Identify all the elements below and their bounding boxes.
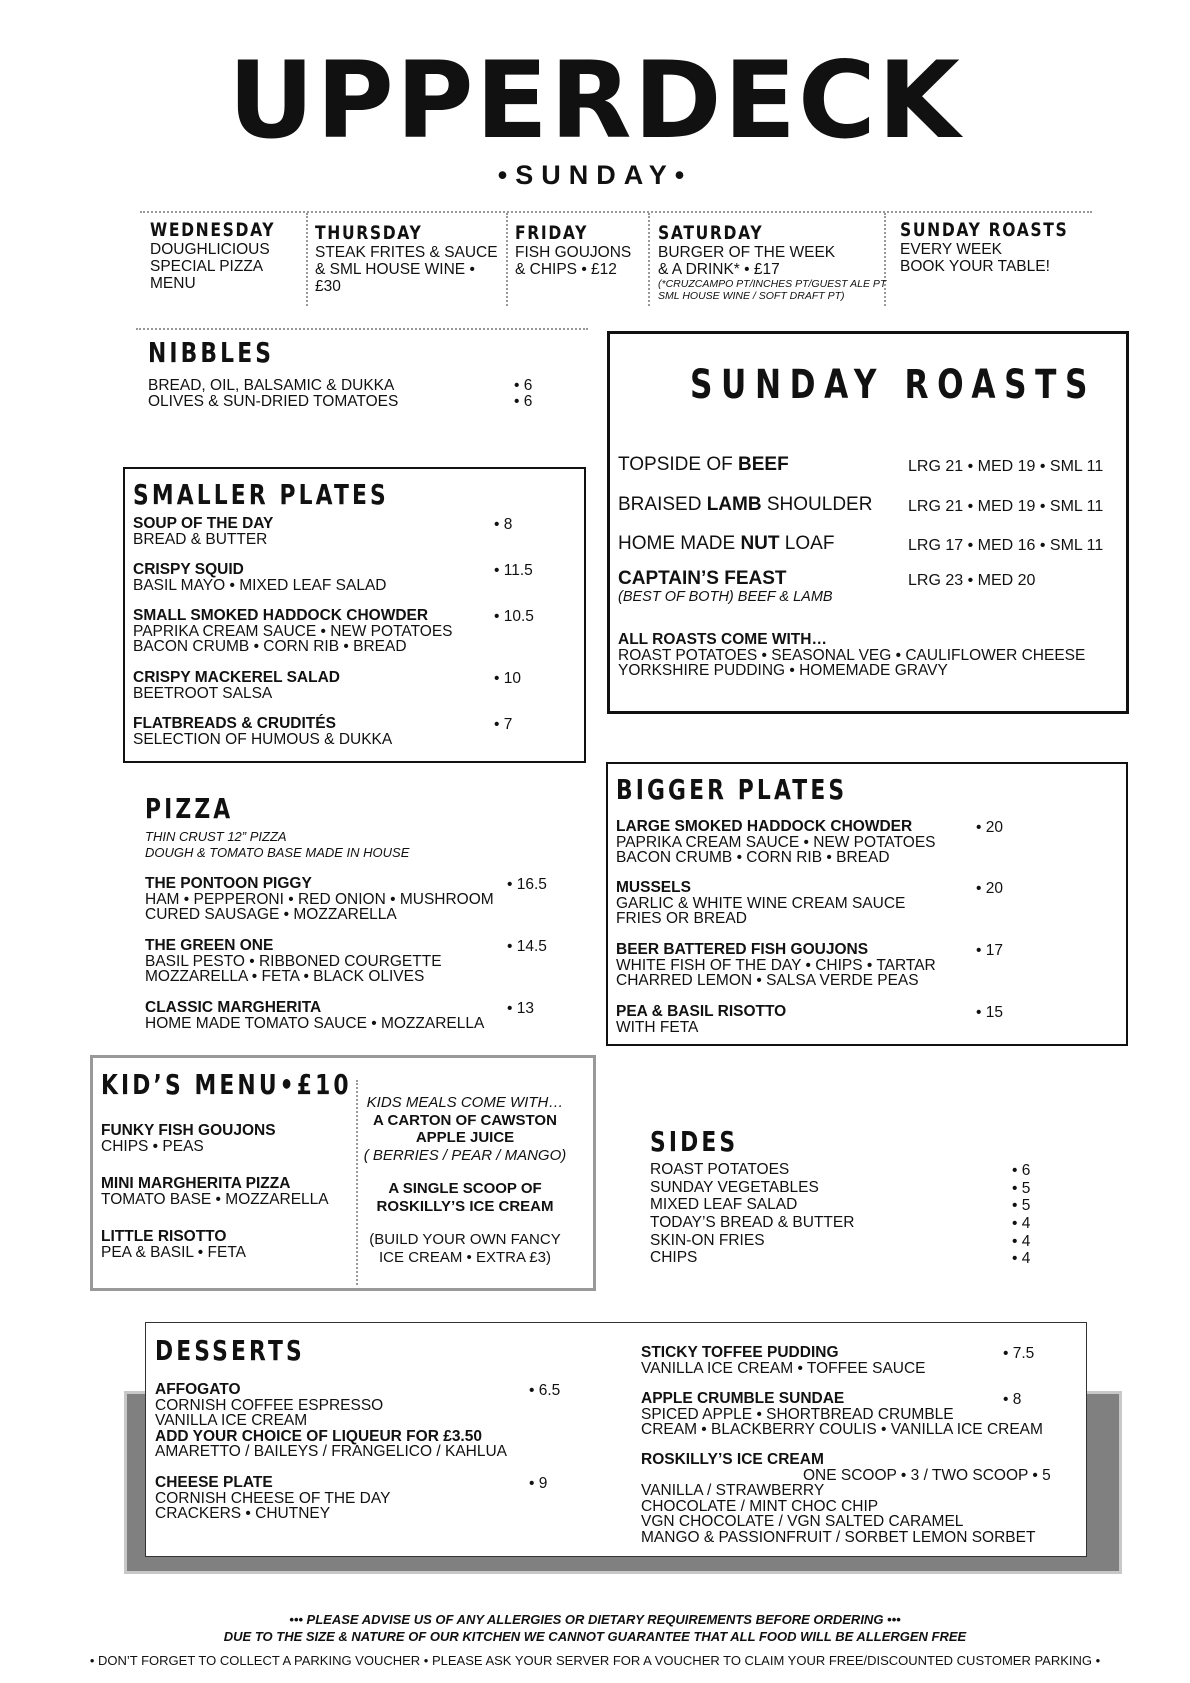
divider: [356, 1080, 358, 1285]
divider: [506, 213, 508, 306]
sides-title: SIDES: [650, 1125, 739, 1158]
item-price: • 7: [494, 716, 513, 733]
item-price: • 4: [1012, 1215, 1031, 1233]
item-price: • 4: [1012, 1250, 1031, 1268]
list-item: CRISPY SQUID BASIL MAYO • MIXED LEAF SALAD • 11.5: [133, 561, 533, 594]
list-item: SOUP OF THE DAY BREAD & BUTTER • 8: [133, 515, 513, 548]
smaller-plates-list: [133, 516, 573, 756]
list-item: LITTLE RISOTTO PEA & BASIL • FETA: [101, 1228, 246, 1261]
item-price: • 7.5: [1003, 1345, 1035, 1362]
list-item: MINI MARGHERITA PIZZA TOMATO BASE • MOZZARELLA: [101, 1175, 329, 1208]
roast-price: LRG 23 • MED 20: [908, 572, 1036, 589]
roast-item: BRAISED LAMB SHOULDER: [618, 494, 873, 515]
list-item: AFFOGATO CORNISH COFFEE ESPRESSO VANILLA ICE CREAM ADD YOUR CHOICE OF LIQUEUR FOR £3.50 AMARETTO / BAILEYS / FRANGELICO / KAHLUA • 6.5: [155, 1381, 561, 1460]
day-saturday: SATURDAY BURGER OF THE WEEK & A DRINK* • £17 (*CRUZCAMPO PT/INCHES PT/GUEST ALE PT SML HOUSE WINE / SOFT DRAFT PT): [658, 222, 887, 302]
desserts-title: DESSERTS: [155, 1334, 305, 1367]
item-price: • 11.5: [494, 562, 533, 579]
day-sunday: SUNDAY ROASTS EVERY WEEK BOOK YOUR TABLE!: [900, 219, 1069, 275]
list-item: BREAD, OIL, BALSAMIC & DUKKA: [148, 377, 395, 394]
item-price: • 9: [529, 1475, 548, 1492]
item-price: • 15: [976, 1004, 1003, 1021]
list-item: TODAY’S BREAD & BUTTER • 4: [650, 1214, 1031, 1233]
sunday-roasts-title: SUNDAY ROASTS: [690, 362, 1097, 408]
day-friday: FRIDAY FISH GOUJONS & CHIPS • £12: [515, 222, 632, 278]
divider: [306, 213, 308, 306]
roast-item: CAPTAIN’S FEAST (BEST OF BOTH) BEEF & LAMB: [618, 568, 833, 605]
allergy-note: ••• PLEASE ADVISE US OF ANY ALLERGIES OR DIETARY REQUIREMENTS BEFORE ORDERING •••: [289, 1612, 901, 1627]
list-item: SUNDAY VEGETABLES • 5: [650, 1178, 1031, 1197]
item-price: • 13: [507, 1000, 534, 1017]
item-price: • 10.5: [494, 608, 534, 625]
kids-note: KIDS MEALS COME WITH… A CARTON OF CAWSTON APPLE JUICE ( BERRIES / PEAR / MANGO) A SINGLE SCOOP OF ROSKILLY’S ICE CREAM (BUILD YOUR OWN FANCY ICE CREAM • EXTRA £3): [363, 1094, 567, 1266]
list-item: CLASSIC MARGHERITA HOME MADE TOMATO SAUCE • MOZZARELLA • 13: [145, 999, 534, 1032]
kids-menu-title: KID’S MENU•£10: [101, 1068, 352, 1101]
roast-price: LRG 21 • MED 19 • SML 11: [908, 458, 1104, 475]
item-price: • 6: [1012, 1162, 1031, 1179]
list-item: PEA & BASIL RISOTTO WITH FETA • 15: [616, 1003, 1003, 1036]
bigger-plates-title: BIGGER PLATES: [616, 773, 848, 806]
allergy-disclaimer: DUE TO THE SIZE & NATURE OF OUR KITCHEN WE CANNOT GUARANTEE THAT ALL FOOD WILL BE ALLERGEN FREE: [223, 1629, 967, 1644]
kids-menu-list: [101, 1123, 329, 1269]
list-item: STICKY TOFFEE PUDDING VANILLA ICE CREAM • TOFFEE SAUCE • 7.5: [641, 1344, 1035, 1377]
list-item: THE PONTOON PIGGY HAM • PEPPERONI • RED ONION • MUSHROOM CURED SAUSAGE • MOZZARELLA • 16.5: [145, 875, 547, 923]
divider: [136, 328, 588, 330]
item-price: • 6.5: [529, 1382, 561, 1399]
item-price: • 6: [514, 377, 533, 394]
pizza-intro: THIN CRUST 12” PIZZA DOUGH & TOMATO BASE MADE IN HOUSE: [145, 829, 410, 860]
list-item: MIXED LEAF SALAD • 5: [650, 1196, 1031, 1215]
day-wednesday: WEDNESDAY DOUGHLICIOUS SPECIAL PIZZA MENU: [150, 219, 276, 292]
item-price: • 8: [494, 516, 513, 533]
item-price: • 10: [494, 670, 521, 687]
pizza-list: [145, 876, 585, 1040]
list-item: THE GREEN ONE BASIL PESTO • RIBBONED COURGETTE MOZZARELLA • FETA • BLACK OLIVES • 14.5: [145, 937, 547, 985]
list-item: LARGE SMOKED HADDOCK CHOWDER PAPRIKA CREAM SAUCE • NEW POTATOES BACON CRUMB • CORN RIB • BREAD • 20: [616, 818, 1003, 866]
nibbles-title: NIBBLES: [148, 336, 275, 369]
item-price: • 16.5: [507, 876, 547, 893]
item-price: • 14.5: [507, 938, 547, 955]
item-price: • 20: [976, 819, 1003, 836]
roast-price: LRG 21 • MED 19 • SML 11: [908, 498, 1104, 515]
list-item: ROSKILLY’S ICE CREAM ONE SCOOP • 3 / TWO SCOOP • 5 VANILLA / STRAWBERRY CHOCOLATE / MINT CHOC CHIP VGN CHOCOLATE / VGN SALTED CARAMEL MANGO & PASSIONFRUIT / SORBET LEMON SORBET: [641, 1451, 1051, 1546]
item-price: • 20: [976, 880, 1003, 897]
list-item: OLIVES & SUN-DRIED TOMATOES: [148, 393, 399, 410]
roasts-come-with: ALL ROASTS COME WITH… ROAST POTATOES • SEASONAL VEG • CAULIFLOWER CHEESE YORKSHIRE PUDDING • HOMEMADE GRAVY: [618, 631, 1086, 679]
list-item: APPLE CRUMBLE SUNDAE SPICED APPLE • SHORTBREAD CRUMBLE CREAM • BLACKBERRY COULIS • VANILLA ICE CREAM • 8: [641, 1390, 1043, 1438]
sides-list: [650, 1162, 1050, 1268]
divider: [648, 213, 650, 306]
menu-subtitle: •SUNDAY•: [497, 160, 693, 190]
list-item: BEER BATTERED FISH GOUJONS WHITE FISH OF THE DAY • CHIPS • TARTAR CHARRED LEMON • SALSA VERDE PEAS • 17: [616, 941, 1003, 989]
list-item: CHEESE PLATE CORNISH CHEESE OF THE DAY CRACKERS • CHUTNEY • 9: [155, 1474, 548, 1522]
bigger-plates-list: [616, 819, 1116, 1044]
item-price: • 4: [1012, 1232, 1031, 1250]
roast-item: HOME MADE NUT LOAF: [618, 533, 835, 554]
item-price: • 17: [976, 942, 1003, 959]
list-item: FUNKY FISH GOUJONS CHIPS • PEAS: [101, 1122, 276, 1155]
list-item: CHIPS • 4: [650, 1249, 1031, 1268]
list-item: SKIN-ON FRIES • 4: [650, 1231, 1031, 1250]
parking-note: • DON’T FORGET TO COLLECT A PARKING VOUCHER • PLEASE ASK YOUR SERVER FOR A VOUCHER TO CLAIM YOUR FREE/DISCOUNTED CUSTOMER PARKING •: [89, 1653, 1101, 1668]
roast-item: TOPSIDE OF BEEF: [618, 454, 789, 475]
pizza-title: PIZZA: [145, 792, 234, 825]
roast-price: LRG 17 • MED 16 • SML 11: [908, 537, 1104, 554]
list-item: FLATBREADS & CRUDITÉS SELECTION OF HUMOUS & DUKKA • 7: [133, 715, 513, 748]
logo: UPPERDECK: [228, 39, 962, 162]
smaller-plates-title: SMALLER PLATES: [133, 478, 389, 511]
day-thursday: THURSDAY STEAK FRITES & SAUCE & SML HOUSE WINE • £30: [315, 222, 498, 295]
item-price: • 5: [1012, 1179, 1031, 1197]
item-price: • 6: [514, 393, 533, 410]
list-item: ROAST POTATOES • 6: [650, 1161, 1031, 1179]
item-price: • 8: [1003, 1391, 1022, 1408]
list-item: MUSSELS GARLIC & WHITE WINE CREAM SAUCE FRIES OR BREAD • 20: [616, 879, 1003, 927]
item-price: • 5: [1012, 1197, 1031, 1215]
list-item: SMALL SMOKED HADDOCK CHOWDER PAPRIKA CREAM SAUCE • NEW POTATOES BACON CRUMB • CORN RIB • BREAD • 10.5: [133, 607, 534, 655]
list-item: CRISPY MACKEREL SALAD BEETROOT SALSA • 10: [133, 669, 521, 702]
divider: [140, 211, 1092, 213]
